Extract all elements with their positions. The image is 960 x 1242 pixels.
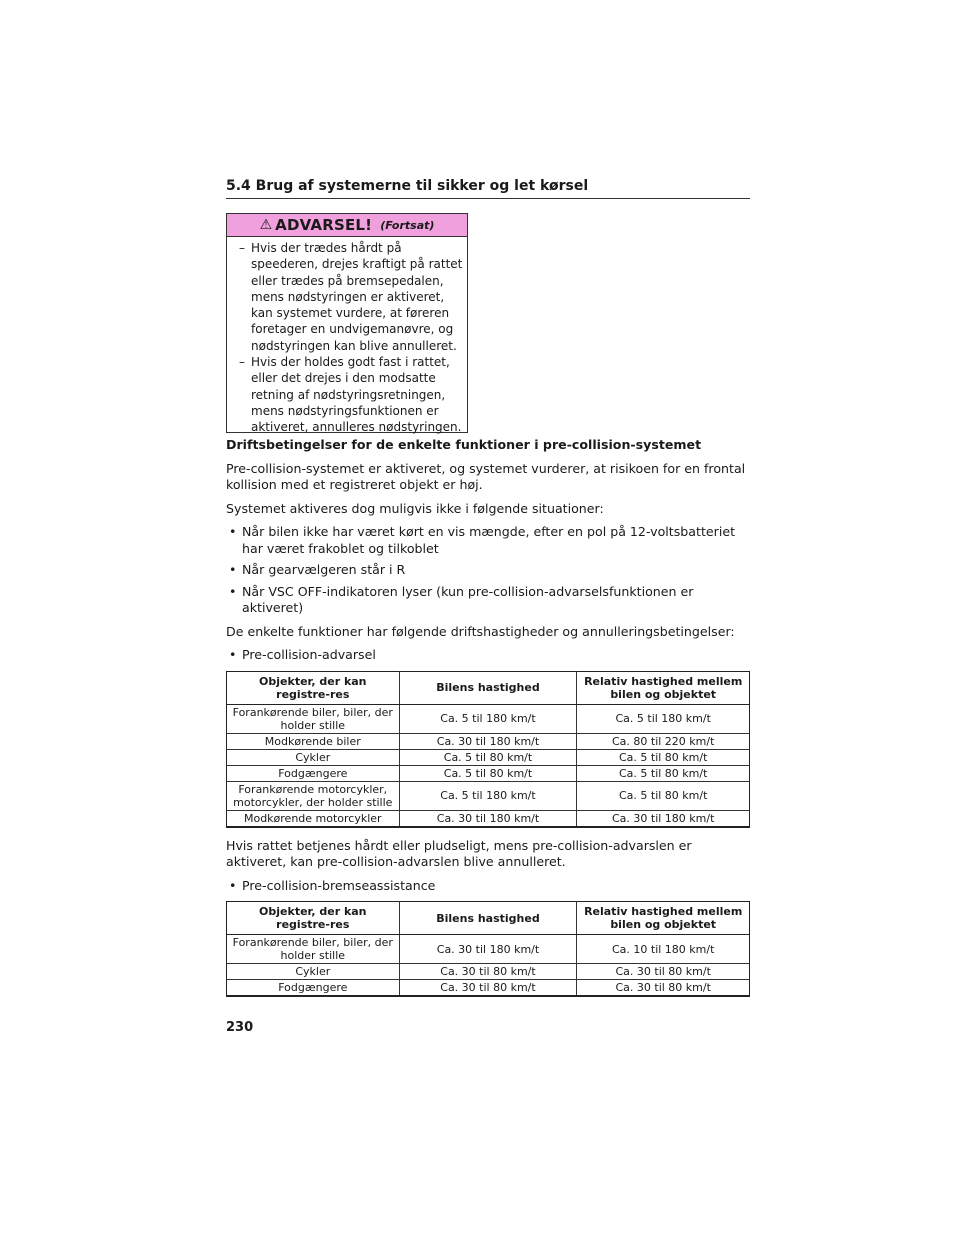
function-list: [226, 878, 750, 895]
table-cell: Forankørende biler, biler, der holder stille: [227, 704, 400, 733]
list-item: • Pre-collision-advarsel: [226, 647, 750, 664]
table-cell: Ca. 5 til 180 km/t: [399, 781, 577, 810]
page-number: 230: [226, 1020, 254, 1035]
warning-item: – Hvis der holdes godt fast i rattet, eller det drejes i den modsatte retning af nødstyringsretningen, mens nødstyringsfunktionen er aktiveret, annulleres nødstyringen.: [239, 355, 462, 435]
warning-item: – Hvis der trædes hårdt på speederen, drejes kraftigt på rattet eller trædes på bremsepedalen, mens nødstyringen er aktiveret, kan systemet vurdere, at føreren foretager en undvigemanøvre, og nødstyringen kan blive annulleret.: [239, 241, 463, 353]
table-cell: Cykler: [227, 964, 400, 980]
list-item: • Pre-collision-bremseassistance: [226, 878, 750, 895]
table-cell: Ca. 30 til 180 km/t: [577, 810, 750, 827]
warning-title: ADVARSEL!: [275, 216, 373, 234]
paragraph: Systemet aktiveres dog muligvis ikke i følgende situationer:: [226, 500, 604, 516]
paragraph: Pre-collision-systemet er aktiveret, og systemet vurderer, at risikoen for en frontal kollision med et registreret objekt er høj.: [226, 460, 746, 492]
warning-subtitle: (Fortsat): [380, 218, 435, 232]
warning-speed-table: [226, 671, 750, 828]
table-row: [227, 964, 750, 980]
column-header: Bilens hastighed: [399, 902, 577, 935]
table-row: [227, 704, 750, 733]
table-cell: Forankørende biler, biler, der holder stille: [227, 935, 400, 964]
table-cell: Ca. 5 til 80 km/t: [577, 765, 750, 781]
column-header: Relativ hastighed mellem bilen og objektet: [577, 902, 750, 935]
warning-triangle-icon: ⚠: [259, 217, 273, 233]
table-cell: Ca. 30 til 80 km/t: [577, 964, 750, 980]
table-row: [227, 781, 750, 810]
table-cell: Modkørende biler: [227, 733, 400, 749]
warning-header: [227, 214, 467, 237]
table-cell: Ca. 10 til 180 km/t: [577, 935, 750, 964]
table-cell: Ca. 30 til 80 km/t: [399, 964, 577, 980]
column-header: Objekter, der kan registre-res: [227, 671, 400, 704]
paragraph: Hvis rattet betjenes hårdt eller pludseligt, mens pre-collision-advarslen er aktiveret, kan pre-collision-advarslen blive annulleret.: [226, 837, 692, 869]
table-cell: Cykler: [227, 749, 400, 765]
table-row: [227, 733, 750, 749]
table-row: [227, 749, 750, 765]
conditions-list: [226, 524, 750, 617]
warning-item-text: Hvis der trædes hårdt på speederen, drejes kraftigt på rattet eller trædes på bremsepedalen, mens nødstyringen er aktiveret, kan systemet vurdere, at føreren foretager en undvigemanøvre, og nødstyringen kan blive annulleret.: [251, 241, 463, 353]
list-item: • Når gearvælgeren står i R: [226, 562, 750, 579]
warning-item-text: Hvis der holdes godt fast i rattet, eller det drejes i den modsatte retning af nødstyringsretningen, mens nødstyringsfunktionen er aktiveret, annulleres nødstyringen.: [251, 355, 462, 435]
list-item: • Når VSC OFF-indikatoren lyser (kun pre-collision-advarselsfunktionen er aktiveret): [226, 584, 750, 617]
section-header: 5.4 Brug af systemerne til sikker og let kørsel: [226, 178, 750, 199]
function-list: [226, 647, 750, 664]
table-cell: Ca. 30 til 180 km/t: [399, 733, 577, 749]
table-row: [227, 810, 750, 827]
column-header: Objekter, der kan registre-res: [227, 902, 400, 935]
warning-box: [226, 213, 468, 433]
table-cell: Ca. 30 til 80 km/t: [577, 980, 750, 997]
table-cell: Ca. 5 til 180 km/t: [399, 704, 577, 733]
table-header-row: [227, 902, 750, 935]
table-row: [227, 765, 750, 781]
table-cell: Fodgængere: [227, 980, 400, 997]
table-row: [227, 935, 750, 964]
table-cell: Ca. 5 til 180 km/t: [577, 704, 750, 733]
table-cell: Ca. 5 til 80 km/t: [399, 749, 577, 765]
table-header-row: [227, 671, 750, 704]
column-header: Bilens hastighed: [399, 671, 577, 704]
brake-assist-speed-table: [226, 901, 750, 997]
table-cell: Modkørende motorcykler: [227, 810, 400, 827]
table-cell: Ca. 30 til 180 km/t: [399, 810, 577, 827]
table-row: [227, 980, 750, 997]
table-cell: Ca. 5 til 80 km/t: [399, 765, 577, 781]
subsection-heading: Driftsbetingelser for de enkelte funktioner i pre-collision-systemet: [226, 437, 702, 452]
paragraph: De enkelte funktioner har følgende driftshastigheder og annulleringsbetingelser:: [226, 623, 735, 639]
table-cell: Ca. 30 til 180 km/t: [399, 935, 577, 964]
table-cell: Ca. 80 til 220 km/t: [577, 733, 750, 749]
table-cell: Ca. 5 til 80 km/t: [577, 781, 750, 810]
table-cell: Forankørende motorcykler, motorcykler, der holder stille: [227, 781, 400, 810]
main-content: [226, 437, 750, 1007]
table-cell: Ca. 30 til 80 km/t: [399, 980, 577, 997]
column-header: Relativ hastighed mellem bilen og objektet: [577, 671, 750, 704]
table-cell: Fodgængere: [227, 765, 400, 781]
list-item: • Når bilen ikke har været kørt en vis mængde, efter en pol på 12-voltsbatteriet har været frakoblet og tilkoblet: [226, 524, 750, 557]
table-cell: Ca. 5 til 80 km/t: [577, 749, 750, 765]
warning-body: [227, 237, 467, 436]
